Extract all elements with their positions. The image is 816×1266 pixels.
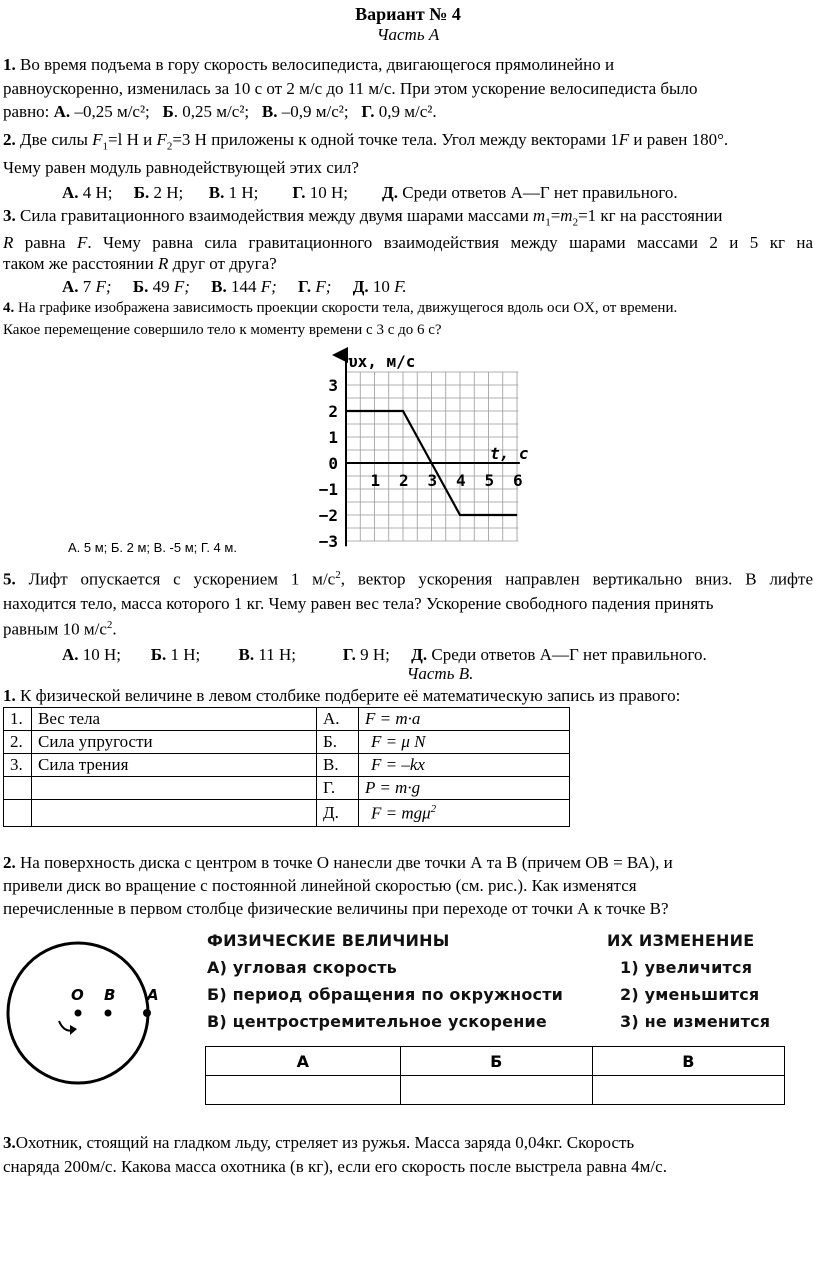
q3-answer-e-num: 10 (372, 277, 390, 296)
changes-header: ИХ ИЗМЕНЕНИЕ (607, 931, 755, 950)
change-2: 2) уменьшится (620, 985, 760, 1004)
q1-answer-a: –0,25 м/с²; (74, 102, 150, 121)
table-row (4, 777, 570, 800)
answer-header-v: В (592, 1047, 784, 1076)
q2-f3: F (618, 130, 630, 149)
q2-answer-d: 10 Н; (309, 183, 349, 202)
q5-text-3: равным 10 м/с (3, 619, 107, 639)
rotation-arrowhead-icon (70, 1025, 77, 1035)
point-a (143, 1009, 151, 1017)
q5-sup-1: 2 (335, 569, 341, 581)
q3-text-5: таком же расстоянии (3, 254, 158, 273)
q1-answer-b-letter: Б (162, 102, 174, 121)
q5-answer-e-letter: Д. (411, 645, 428, 664)
q3-text-3: равна (13, 233, 77, 252)
q2-answer-c-letter: В. (208, 183, 225, 202)
q3-text-4: . Чему равна сила гравитационного взаимодействия между шарами массами 2 и 5 кг на (87, 233, 813, 252)
q2-answers (62, 183, 678, 203)
y-tick-label: 1 (328, 428, 338, 447)
table-row (4, 754, 570, 777)
b2-line1 (3, 853, 673, 873)
q3-line1 (3, 206, 722, 229)
q1-answer-c: –0,9 м/с²; (281, 102, 349, 121)
q5-answers (62, 645, 707, 665)
answer-cell-b[interactable] (400, 1076, 592, 1105)
label-o: O (71, 986, 84, 1004)
point-b (105, 1010, 112, 1017)
answer-header-a: А (206, 1047, 401, 1076)
b3-line2: снаряда 200м/с. Какова масса охотника (в кг), если его скорость после выстрела равна 4м/с. (3, 1157, 667, 1176)
q1-line2: равноускоренно, изменилась за 10 с от 2 м/с до 11 м/с. При этом ускорение велосипедиста было (3, 79, 698, 98)
b2-line2: привели диск во вращение с постоянной линейной скоростью (см. рис.). Как изменятся (3, 876, 637, 895)
x-tick-label: 5 (484, 471, 495, 490)
q3-answer-d-unit: F; (315, 277, 332, 296)
table-row (4, 800, 570, 827)
change-1: 1) увеличится (620, 958, 753, 977)
q2-text-2: =l Н и (108, 130, 157, 149)
b3-number: 3. (3, 1133, 16, 1152)
chart-ylabel: υx, м/с (348, 352, 416, 371)
q4-text-1: На графике изображена зависимость проекции скорости тела, движущегося вдоль оси OX, от времени. (18, 300, 678, 316)
q5-answer-e: Среди ответов А—Г нет правильного. (431, 645, 707, 664)
q4-answers (68, 541, 237, 556)
formula-letter: В. (317, 754, 359, 777)
q5-answer-c: 11 Н; (258, 645, 296, 664)
q3-text-1: Сила гравитационного взаимодействия между двумя шарами массами (20, 206, 533, 225)
formula-letter: А. (317, 708, 359, 731)
q5-answer-b: 1 Н; (170, 645, 201, 664)
q3-answer-a-num: 7 (82, 277, 92, 296)
q3-r: R (3, 233, 14, 252)
q5-line3 (3, 619, 117, 639)
b2-line3: перечисленные в первом столбце физические величины при переходе от точки А к точке В? (3, 899, 669, 918)
q5-number: 5. (3, 569, 16, 589)
q2-answer-b-letter: Б. (133, 183, 150, 202)
disk-figure (0, 925, 190, 1115)
q2-text-3: =3 Н приложены к одной точке тела. Угол между векторами 1 (172, 130, 619, 149)
formula: P = m·g (359, 777, 570, 800)
q3-r2: R (157, 254, 169, 273)
y-tick-label: 3 (328, 376, 338, 395)
formula: F = m·a (359, 708, 570, 731)
q2-answer-d-letter: Г. (292, 183, 306, 202)
change-3: 3) не изменится (620, 1012, 771, 1031)
q5-answer-b-letter: Б. (150, 645, 167, 664)
row-number: 3. (4, 754, 32, 777)
q5-answer-a: 10 Н; (82, 645, 122, 664)
quantity-c: В) центростремительное ускорение (207, 1012, 547, 1031)
x-tick-label: 1 (370, 471, 381, 490)
matching-table (3, 707, 570, 827)
q5-answer-a-letter: А. (62, 645, 79, 664)
b3-text-1: Охотник, стоящий на гладком льду, стреляет из ружья. Масса заряда 0,04кг. Скорость (15, 1133, 635, 1152)
formula-letter: Г. (317, 777, 359, 800)
q1-line1 (3, 55, 614, 75)
formula: F = –kx (359, 754, 570, 777)
q5-answer-c-letter: В. (238, 645, 255, 664)
part-b-heading: Часть В. (406, 664, 474, 683)
quantity-name (32, 777, 317, 800)
q2-answer-e-letter: Д. (382, 183, 398, 202)
q2-f2: F (156, 130, 167, 149)
row-number (4, 777, 32, 800)
q3-answer-b-unit: F; (173, 277, 190, 296)
q2-f2-sub: 2 (166, 140, 173, 153)
q1-text-1: Во время подъема в гору скорость велосипедиста, двигающегося прямолинейно и (20, 55, 615, 74)
table-row[interactable] (206, 1076, 785, 1105)
quantity-b: Б) период обращения по окружности (207, 985, 564, 1004)
q3-text-6: друг от друга? (168, 254, 277, 273)
table-row (4, 708, 570, 731)
b1-number: 1. (3, 686, 16, 705)
y-tick-label: 2 (328, 402, 338, 421)
q5-text-1: Лифт опускается с ускорением 1 м/с (28, 569, 336, 589)
formula: F = mgμ (371, 803, 431, 823)
y-tick-label: 0 (328, 454, 338, 473)
q3-answer-a-unit: F; (95, 277, 112, 296)
formula-sup: 2 (430, 802, 437, 815)
b1-line (3, 686, 680, 706)
quantity-name: Сила упругости (32, 731, 317, 754)
q2-text-4: и равен 180°. (629, 130, 729, 149)
q3-answer-e-letter: Д. (352, 277, 369, 296)
q1-answer-c-letter: В. (261, 102, 278, 121)
q3-answer-c-num: 144 (230, 277, 257, 296)
velocity-time-chart (290, 345, 535, 557)
q5-answer-d-letter: Г. (342, 645, 356, 664)
q1-answer-d: 0,9 м/с². (378, 102, 437, 121)
q2-line2: Чему равен модуль равнодействующей этих сил? (3, 158, 359, 177)
q5-text-2: , вектор ускорения направлен вертикально вниз. В лифте (340, 569, 814, 589)
y-tick-label: −1 (318, 480, 338, 499)
q4-line2: Какое перемещение совершило тело к моменту времени с 3 с до 6 с? (3, 322, 442, 338)
q1-answer-d-letter: Г. (361, 102, 375, 121)
q3-answer-b-letter: Б. (132, 277, 149, 296)
answer-cell-a[interactable] (206, 1076, 401, 1105)
quantity-a: А) угловая скорость (207, 958, 397, 977)
row-number: 1. (4, 708, 32, 731)
q3-m1-sub: 1 (545, 216, 551, 229)
q2-number: 2. (3, 130, 16, 149)
part-a-heading: Часть А (376, 25, 440, 44)
formula-letter: Б. (317, 731, 359, 754)
q3-number: 3. (3, 206, 16, 225)
label-b: B (104, 986, 116, 1004)
y-tick-label: −3 (318, 532, 338, 551)
q2-answer-a: 4 Н; (82, 183, 113, 202)
quantity-name: Сила трения (32, 754, 317, 777)
q3-answer-e-unit: F. (394, 277, 407, 296)
q1-answer-a-letter: А. (53, 102, 71, 121)
formula: F = μ N (359, 731, 570, 754)
b1-text: К физической величине в левом столбике подберите её математическую запись из правого: (20, 686, 681, 705)
answer-table (205, 1046, 785, 1105)
x-tick-label: 2 (399, 471, 409, 490)
point-o (75, 1010, 82, 1017)
b3-line1 (3, 1133, 634, 1153)
quantity-name: Вес тела (32, 708, 317, 731)
q5-line2: находится тело, масса которого 1 кг. Чему равен вес тела? Ускорение свободного падения принять (3, 594, 714, 613)
q2-answer-c: 1 Н; (228, 183, 259, 202)
q3-answers (62, 277, 407, 297)
q1-answers-intro: равно: (3, 102, 54, 121)
b2-number: 2. (3, 853, 16, 872)
q3-answer-a-letter: А. (62, 277, 79, 296)
q2-answer-b: 2 Н; (153, 183, 184, 202)
q3-line2 (3, 233, 813, 253)
table-row (4, 731, 570, 754)
q5-line1 (3, 569, 813, 589)
q5-answer-d: 9 Н; (360, 645, 390, 664)
q4-number: 4. (3, 300, 15, 316)
x-tick-label: 6 (513, 471, 523, 490)
b2-text-1: На поверхность диска с центром в точке О нанесли две точки А та В (причем ОВ = ВА), и (20, 853, 673, 872)
q3-eq: = (550, 206, 561, 225)
q3-line3 (3, 254, 277, 274)
q1-answer-b: . 0,25 м/с²; (173, 102, 250, 121)
answer-cell-v[interactable] (592, 1076, 784, 1105)
formula-letter: Д. (317, 800, 359, 827)
q2-answer-e: Среди ответов А—Г нет правильного. (402, 183, 678, 202)
q2-f1: F (92, 130, 103, 149)
y-tick-label: −2 (318, 506, 338, 525)
q2-f1-sub: 1 (102, 140, 109, 153)
answer-header-b: Б (400, 1047, 592, 1076)
label-a: A (147, 986, 159, 1004)
row-number: 2. (4, 731, 32, 754)
q3-f: F (76, 233, 88, 252)
q3-answer-c-unit: F; (260, 277, 277, 296)
q4-answers-text: А. 5 м; Б. 2 м; В. -5 м; Г. 4 м. (68, 540, 237, 555)
q1-number: 1. (3, 55, 16, 74)
row-number (4, 800, 32, 827)
q3-text-2: =1 кг на расстоянии (578, 206, 723, 225)
quantity-name (32, 800, 317, 827)
q2-text-1: Две силы (20, 130, 93, 149)
q3-m2: m (560, 206, 573, 225)
quantities-header: ФИЗИЧЕСКИЕ ВЕЛИЧИНЫ (207, 931, 450, 950)
chart-xlabel: t, с (490, 444, 529, 463)
q3-answer-b-num: 49 (152, 277, 170, 296)
table-row (206, 1047, 785, 1076)
q2-answer-a-letter: А. (62, 183, 79, 202)
q5-sup-2: 2 (106, 619, 113, 631)
q5-text-4: . (112, 619, 117, 639)
q1-answers (3, 102, 437, 122)
q4-line1 (3, 300, 677, 317)
q2-line1 (3, 130, 728, 153)
q3-answer-d-letter: Г. (298, 277, 312, 296)
variant-title: Вариант № 4 (355, 4, 461, 24)
q3-answer-c-letter: В. (211, 277, 227, 296)
formula-cell (359, 800, 570, 827)
q3-m2-sub: 2 (572, 216, 579, 229)
q3-m1: m (532, 206, 546, 225)
x-tick-label: 3 (427, 471, 438, 490)
x-tick-label: 4 (456, 471, 466, 490)
